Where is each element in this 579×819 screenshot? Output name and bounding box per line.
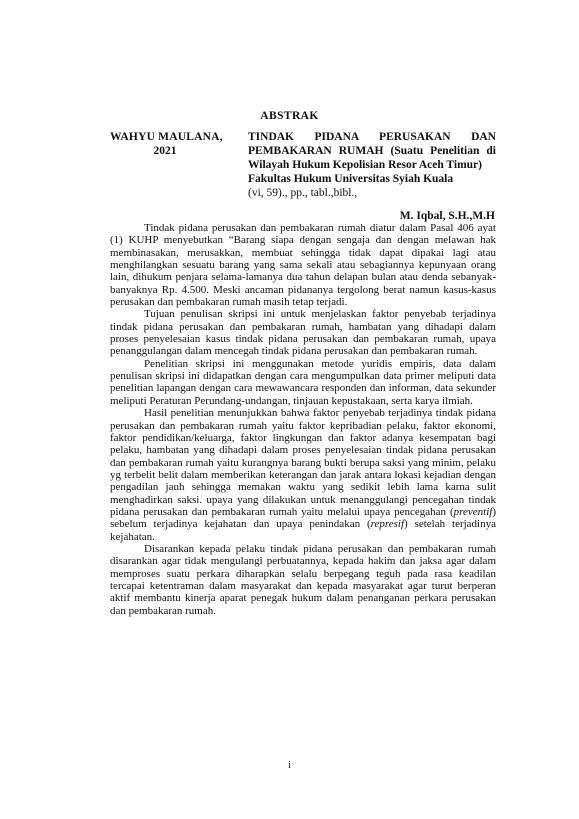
author-name: WAHYU MAULANA,: [110, 131, 223, 143]
paragraph-3: Penelitian skripsi ini menggunakan metode yuridis empiris, data dalam penulisan skripsi ini didapatkan dengan cara mengumpulkan data primer meliputi data penelitian lapangan dengan cara mewawancara responden dan informan, data sekunder meliputi Peraturan Perundang-undangan, tinjauan kepustakaan, serta karya ilmiah.: [110, 357, 496, 407]
thesis-title: [248, 130, 496, 172]
thesis-info: [248, 130, 496, 200]
thesis-title-line1: TINDAK PIDANA PERUSAKAN DAN: [248, 131, 496, 143]
paragraph-4-part-a: Hasil penelitian menunjukkan bahwa faktor penyebab terjadinya tindak pidana perusakan dan pembakaran rumah yaitu faktor kepribadian pelaku, faktor ekonomi, faktor pendidikan/keluarga, faktor lingkungan dan faktor adanya kesempatan bagi pelaku, hambatan yang dihadapi dalam proses penyelesaian tindak pidana perusakan dan pembakaran rumah yaitu kurangnya barang bukti berupa saksi yang minim, pelaku yg terbelit belit dalam memberikan keterangan dan jarak antara lokasi kejadian dengan pengadilan jauh sehingga memakan waktu yang sedikit lebih lama karna sulit menghadirkan saksi. upaya yang dilakukan untuk menanggulangi pencegahan tindak pidana perusakan dan pembakaran rumah yaitu melalui upaya pencegahan (: [110, 407, 496, 518]
advisor-name: M. Iqbal, S.H.,M.H: [399, 210, 495, 222]
thesis-title-rest: PEMBAKARAN RUMAH (Suatu Penelitian di Wilayah Hukum Kepolisian Resor Aceh Timur): [248, 145, 496, 171]
paragraph-4-part-b: ) sebelum terjadinya kejahatan dan upaya penindakan (: [110, 505, 496, 531]
paragraph-2: Tujuan penulisan skripsi ini untuk menjelaskan faktor penyebab terjadinya tindak pidana perusakan dan pembakaran rumah, hambatan yang dihadapi dalam proses penyelesaian kasus tindak pidana perusakan dan pembakaran rumah, upaya penanggulangan dalam mencegah tindak pidana perusakan dan pembakaran rumah.: [110, 308, 496, 358]
term-preventif: preventif: [453, 505, 493, 518]
paragraph-1: Tindak pidana perusakan dan pembakaran rumah diatur dalam Pasal 406 ayat (1) KUHP menyebutkan “Barang siapa dengan sengaja dan dengan melawan hak membinasakan, merusakkan, membuat sehingga tidak dapat dipakai lagi atau menghilangkan sesuatu barang yang sama sekali atau sebagiannya kepunyaan orang lain, dihukum penjara selama-lamanya dua tahun delapan bulan atau denda sebanyak-banyaknya Rp. 4.500. Meski ancaman pidananya tergolong berat namun kasus-kasus perusakan dan pembakaran rumah masih tetap terjadi.: [110, 222, 496, 309]
term-represif: represif: [370, 518, 405, 531]
page-number: i: [288, 760, 291, 771]
paragraph-4: [110, 407, 496, 543]
author-block: [110, 130, 230, 158]
paragraph-5: Disarankan kepada pelaku tindak pidana perusakan dan pembakaran rumah disarankan agar tidak mengulangi perbuatannya, kepada hakim dan jaksa agar dalam memproses suatu perkara diharapkan selalu berpegang teguh pada rasa keadilan tercapai ketentraman dalam masyarakat dan kepada masyarakat agar turut berperan aktif membantu kinerja aparat penegak hukum dalam penanganan perkara perusakan dan pembakaran rumah.: [110, 542, 496, 617]
abstract-body: [110, 222, 496, 617]
abstract-heading: ABSTRAK: [260, 110, 319, 122]
paragraph-4-part-c: ) setelah terjadinya kejahatan.: [110, 518, 496, 543]
page-count: (vi, 59)., pp., tabl.,bibl.,: [248, 187, 358, 199]
author-year: 2021: [153, 145, 177, 157]
faculty-name: Fakultas Hukum Universitas Syiah Kuala: [248, 173, 454, 185]
